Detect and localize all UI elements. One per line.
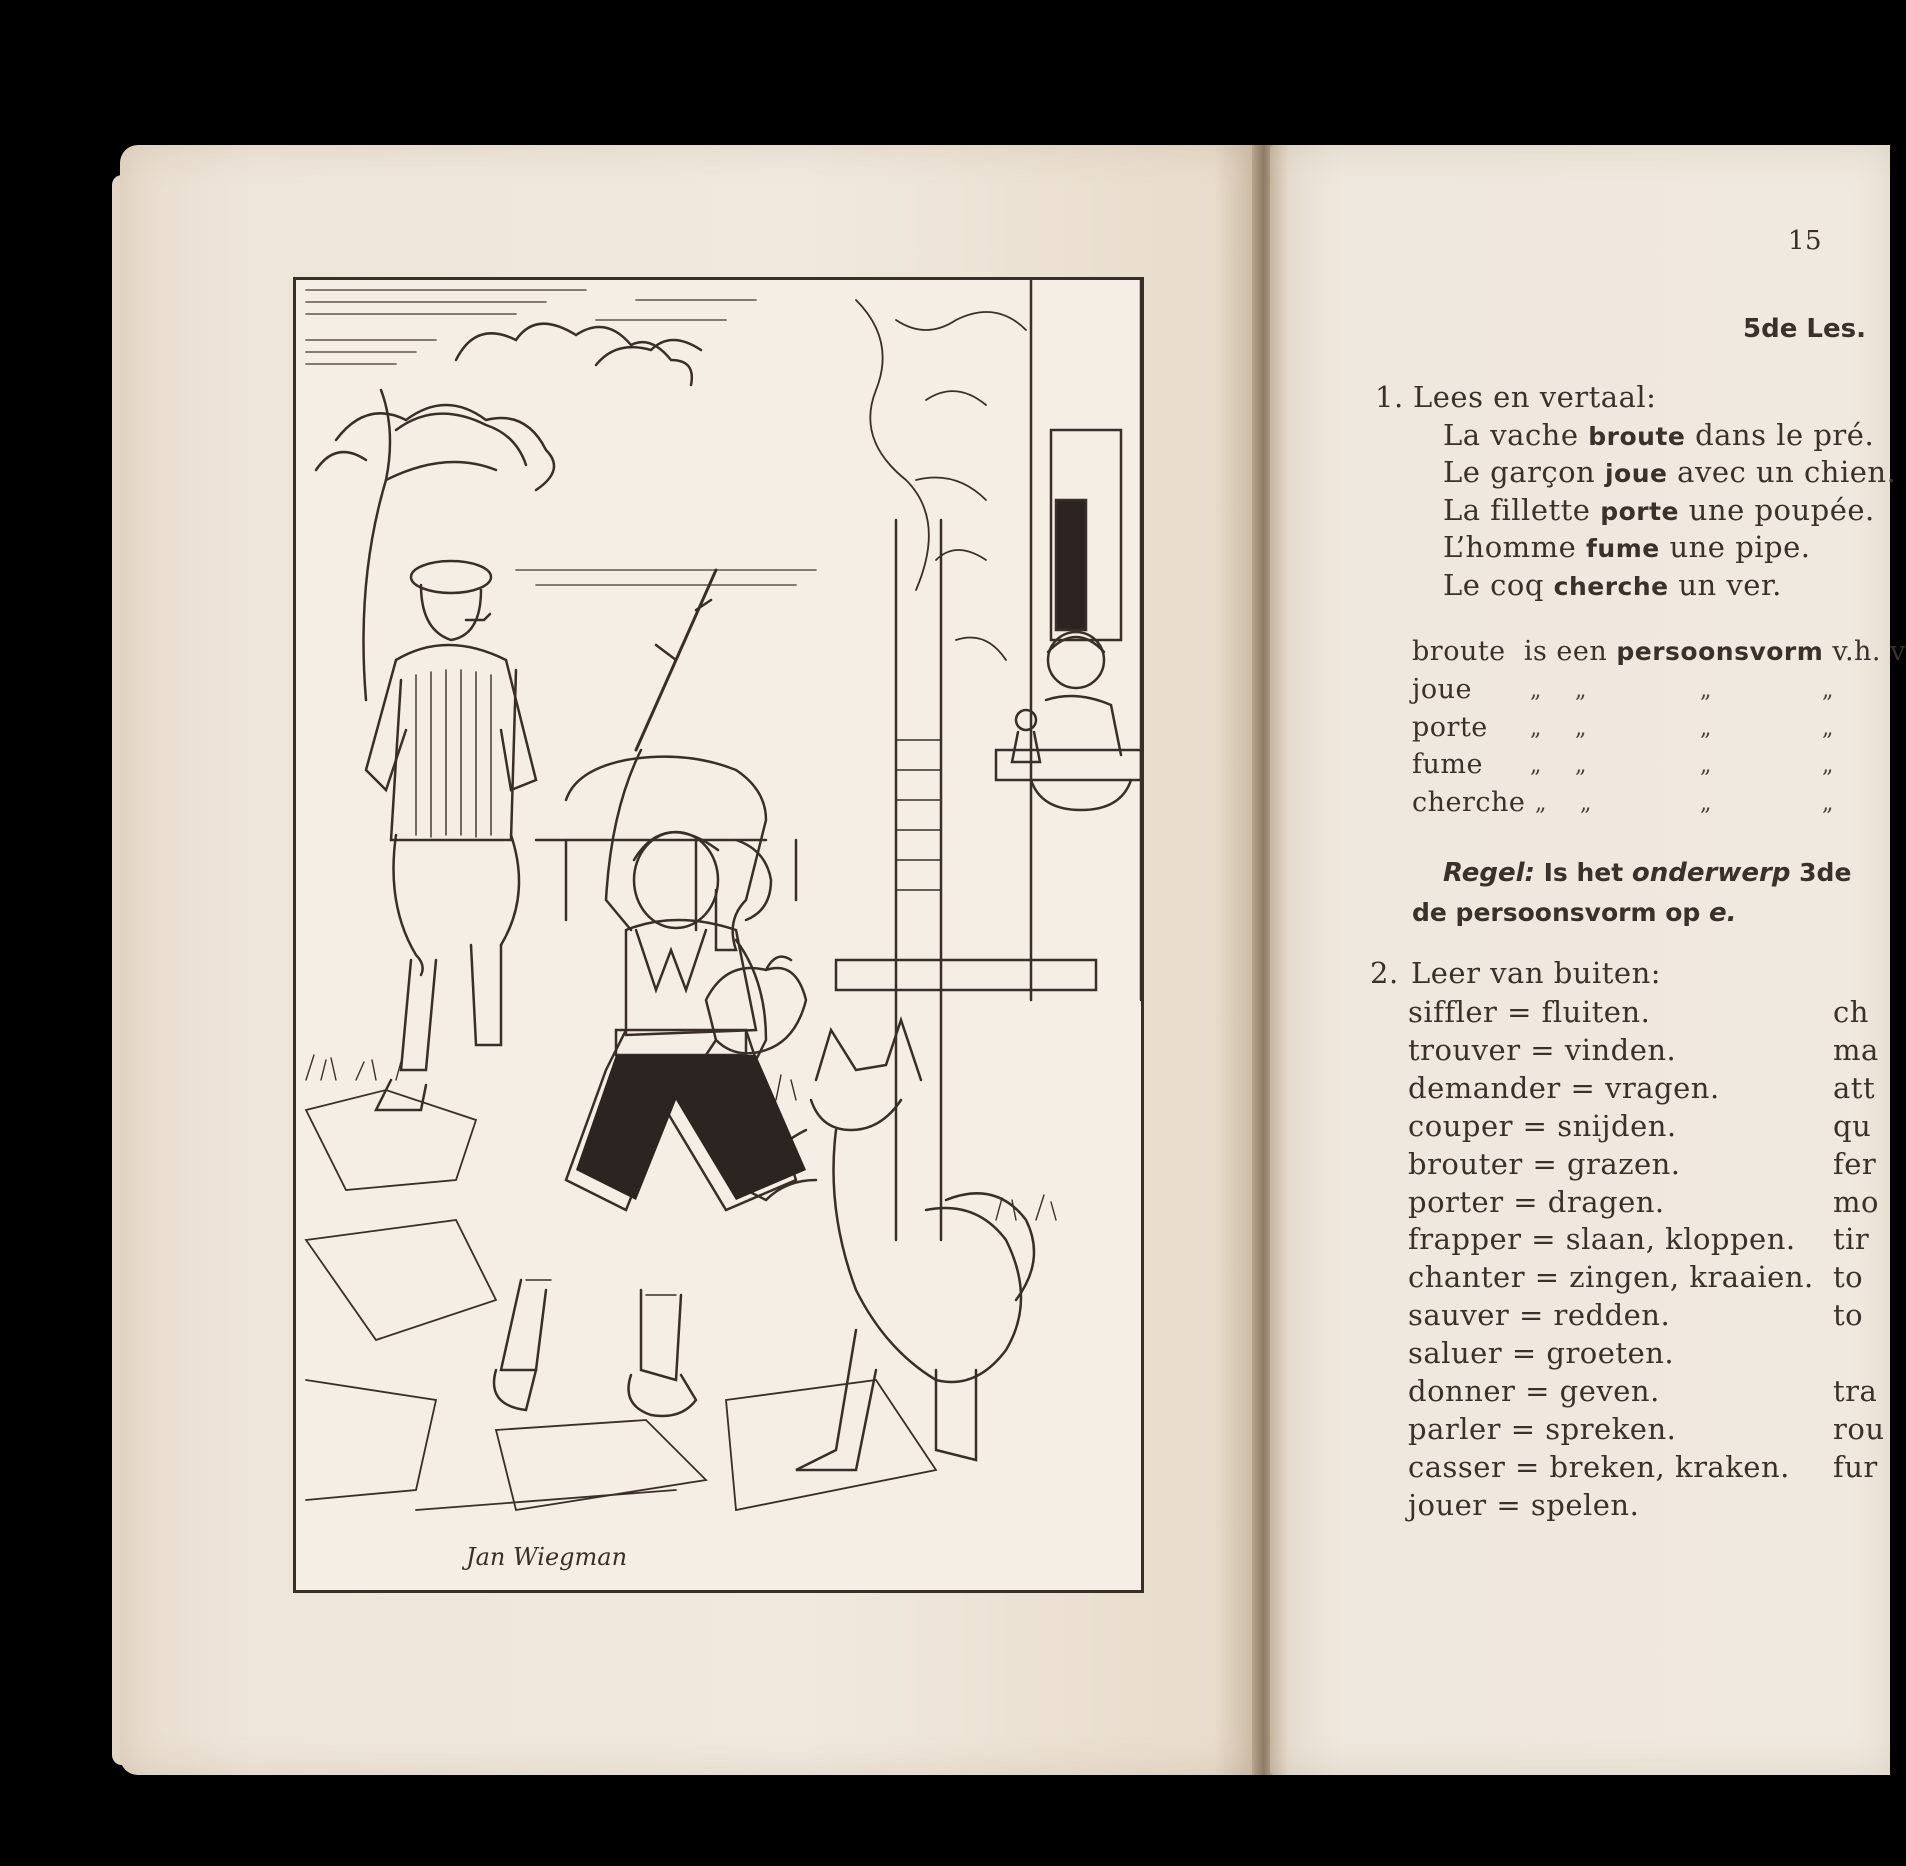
ditto-mark: „ (1822, 716, 1834, 741)
vocab-item-cut: to (1833, 1260, 1864, 1294)
verb-table-row-3: porte (1412, 712, 1488, 743)
vocab-item: jouer = spelen. (1408, 1488, 1640, 1522)
vocab-item-cut: tra (1833, 1374, 1878, 1408)
vocab-item-cut: fur (1833, 1450, 1878, 1484)
tree-left (316, 390, 554, 700)
verb-table-row-5: cherche (1412, 787, 1526, 818)
vocab-item-cut: qu (1833, 1109, 1872, 1143)
vocab-item-cut: att (1833, 1071, 1876, 1105)
ditto-mark: „ (1575, 753, 1587, 778)
exercise-1-instruction: Lees en vertaal: (1413, 380, 1657, 414)
vocab-item-cut: mo (1833, 1185, 1879, 1219)
ditto-mark: „ (1822, 753, 1834, 778)
illustration-drawing (296, 280, 1141, 1590)
vocab-item: frapper = slaan, kloppen. (1408, 1222, 1796, 1256)
vocab-item-cut: ch (1833, 995, 1869, 1029)
vocab-item: donner = geven. (1408, 1374, 1660, 1408)
vocab-item: couper = snijden. (1408, 1109, 1677, 1143)
page-number: 15 (1788, 226, 1823, 256)
sentence-3: La fillette porte une poupée. (1443, 493, 1875, 527)
cloud (456, 324, 692, 385)
vocab-item: demander = vragen. (1408, 1071, 1720, 1105)
boy-shorts (576, 1055, 806, 1200)
sentence-2: Le garçon joue avec un chien. (1443, 455, 1897, 489)
vocab-item-cut: fer (1833, 1147, 1877, 1181)
sentence-4: L’homme fume une pipe. (1443, 530, 1811, 564)
ditto-mark: „ (1700, 753, 1712, 778)
ditto-mark: „ (1822, 791, 1834, 816)
sentence-5: Le coq cherche un ver. (1443, 568, 1782, 602)
vocab-item-cut: ma (1833, 1033, 1879, 1067)
vocab-item: siffler = fluiten. (1408, 995, 1651, 1029)
exercise-2-number: 2. (1370, 956, 1399, 990)
vocab-item: trouver = vinden. (1408, 1033, 1677, 1067)
vocab-item-cut: tir (1833, 1222, 1870, 1256)
lesson-title: 5de Les. (1743, 314, 1866, 344)
vocab-item: saluer = groeten. (1408, 1336, 1675, 1370)
sentence-1: La vache broute dans le pré. (1443, 418, 1875, 452)
vocab-item: casser = breken, kraken. (1408, 1450, 1790, 1484)
verb-table-row-2: joue (1412, 674, 1472, 705)
verb-table-row-1: broute is een persoonsvorm v.h. v (1412, 636, 1906, 667)
artist-signature: Jan Wiegman (466, 1543, 628, 1571)
ditto-mark: „ (1700, 791, 1712, 816)
ditto-mark: „ (1700, 678, 1712, 703)
man-with-pipe (366, 561, 536, 1110)
boy-with-stick (494, 570, 796, 1416)
vocab-item: parler = spreken. (1408, 1412, 1677, 1446)
illustration-boy-with-dog (293, 277, 1144, 1593)
ditto-mark: „ (1575, 678, 1587, 703)
rooster (696, 957, 806, 1070)
rule-line-2: de persoonsvorm op e. (1412, 898, 1737, 928)
ditto-mark: „ (1575, 716, 1587, 741)
rule-line-1: Regel: Is het onderwerp 3de (1443, 858, 1852, 888)
ditto-mark: „ (1530, 678, 1542, 703)
ditto-mark: „ (1822, 678, 1834, 703)
girl-with-doll (1012, 632, 1121, 762)
vocab-item-cut: rou (1833, 1412, 1885, 1446)
vocab-item: brouter = grazen. (1408, 1147, 1681, 1181)
exercise-2-instruction: Leer van buiten: (1411, 956, 1662, 990)
verb-table-row-4: fume (1412, 749, 1483, 780)
vocab-item: chanter = zingen, kraaien. (1408, 1260, 1814, 1294)
ditto-mark: „ (1580, 791, 1592, 816)
vocab-item: sauver = redden. (1408, 1298, 1671, 1332)
ditto-mark: „ (1535, 791, 1547, 816)
vocab-item: porter = dragen. (1408, 1185, 1665, 1219)
house-window (996, 280, 1141, 1000)
ditto-mark: „ (1530, 753, 1542, 778)
ditto-mark: „ (1700, 716, 1712, 741)
exercise-1-number: 1. (1375, 380, 1404, 414)
vocab-item-cut: to (1833, 1298, 1864, 1332)
ditto-mark: „ (1530, 716, 1542, 741)
sky-hatching (306, 290, 816, 585)
